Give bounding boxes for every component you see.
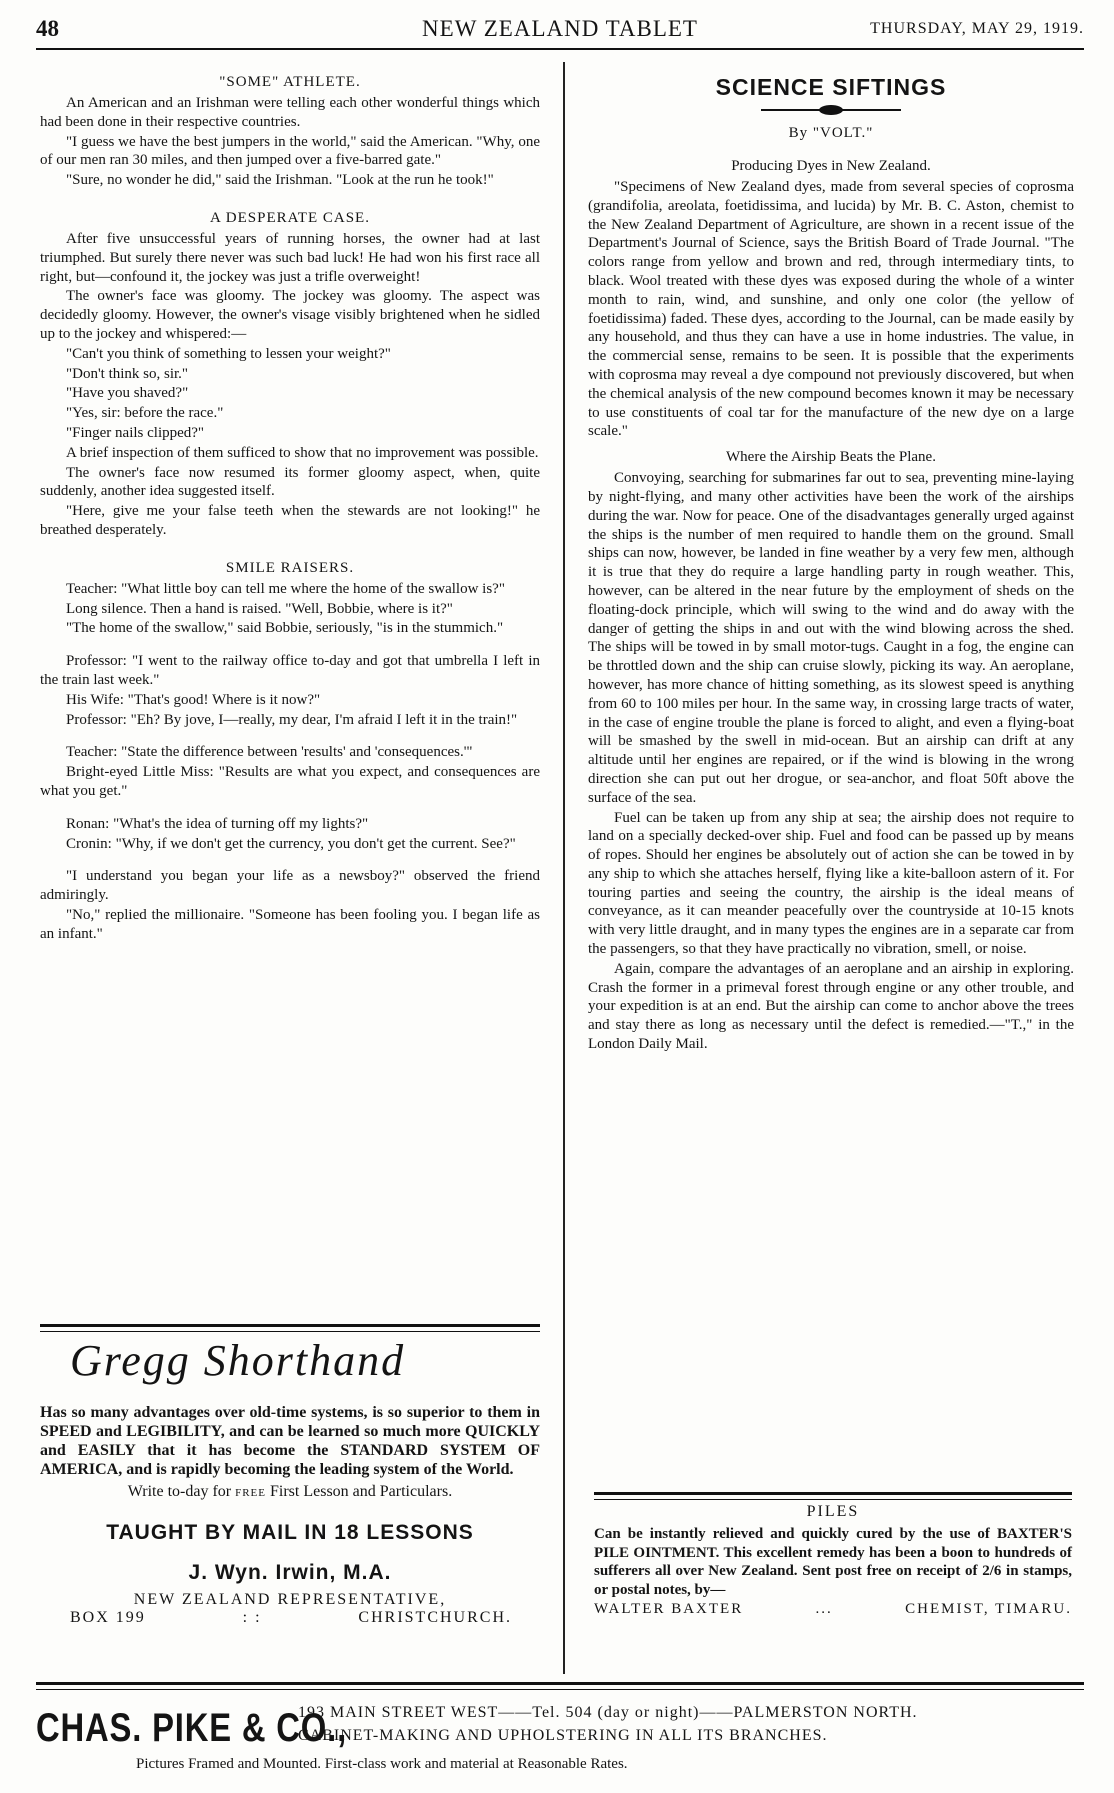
paragraph: "Have you shaved?" bbox=[66, 385, 189, 402]
issue-date: THURSDAY, MAY 29, 1919. bbox=[870, 20, 1084, 37]
ad-body: Can be instantly relieved and quickly cured by the use of BAXTER'S PILE OINTMENT. This excellent remedy has been a boon to hundreds of sufferers all over New Zealand. Sent post free on receipt of 2/6 in stamps, or postal notes, by— bbox=[594, 1526, 1072, 1598]
footer-address: 193 MAIN STREET WEST——Tel. 504 (day or night)——PALMERSTON NORTH. bbox=[298, 1704, 918, 1721]
article-smile-raisers bbox=[40, 560, 540, 944]
article-title: A DESPERATE CASE. bbox=[210, 209, 370, 226]
paragraph: After five unsuccessful years of running horses, the owner had at last triumphed. But surely there never was such bad luck! He had won his first race all right, but—confound it, the jockey was just a trifle overweight! bbox=[40, 230, 540, 285]
cta-pre: Write to-day for bbox=[127, 1483, 232, 1500]
paragraph: Long silence. Then a hand is raised. "Well, Bobbie, where is it?" bbox=[66, 600, 453, 617]
joke bbox=[40, 867, 540, 943]
gregg-logo: Gregg Shorthand bbox=[70, 1336, 406, 1385]
article-some-athlete bbox=[40, 74, 540, 190]
article-desperate-case bbox=[40, 210, 540, 540]
paragraph: "Don't think so, sir." bbox=[66, 365, 189, 382]
piles-ad bbox=[594, 1503, 1072, 1673]
ad-cta bbox=[40, 1483, 540, 1501]
ad-address bbox=[40, 1609, 540, 1627]
paragraph: Professor: "Eh? By jove, I—really, my dear, I'm afraid I left it in the train!" bbox=[66, 711, 518, 728]
signature-name: WALTER BAXTER bbox=[594, 1601, 744, 1617]
paragraph: "Specimens of New Zealand dyes, made from several species of coprosma (grandifolia, areolata, foetidissima, and lucida) by Mr. B. C. Aston, chemist to the New Zealand Department of Agriculture, are shown in a recent issue of the Department's Journal of Science, says the British Board of Trade Journal. "The colors range from yellow and brown and red, through intermediary tints, to black. Wool treated with these dyes was exposed during the whole of a winter month to rain, wind, and sunshine, and only one color (the yellow of foetidissima) faded. These dyes, according to the Journal, can be made easily by any household, and thus they can have a use in home industries. The value, in the commercial sense, remains to be seen. It is possible that the experiments with coprosma may reveal a dye compound not previously discovered, but when the chemical analysis of the new compound becomes known it may be necessary to use constituents of coal tar for the manufacture of the new dye on a large scale." bbox=[588, 179, 1074, 440]
joke bbox=[40, 815, 540, 854]
ad-border-top bbox=[594, 1492, 1072, 1500]
paragraph: Teacher: "What little boy can tell me where the home of the swallow is?" bbox=[66, 580, 505, 597]
footer-brand: CHAS. PIKE & CO., bbox=[36, 1706, 347, 1750]
paragraph: Convoying, searching for submarines far out to sea, preventing mine-laying by night-flying, and many other activities have been the work of the airships during the war. Now for peace. One of the disadvantages generally urged against the ships is the number of men required to handle them on the ground. Small ships can now, however, be landed in fine weather by a very few men, although it is true that they do require a large handling party in rough weather. This, however, can be altered in the near future by the employment of sheds on the floating-dock principle, which will swing to the wind and do away with the danger of getting the ships in and out with the wind blowing across the shed. The ships will be towed in by small motor-tugs. Caught in a fog, the engine can be throttled down and the ship can cruise slowly, picking its way. An aeroplane, however, has more chance of hitting something, as its slowest speed is anything from 60 to 100 miles per hour. In the same way, in crossing large tracts of water, in the case of engine trouble the plane is forced to alight, and even a flying-boat will be smashed by the swell in mid-ocean. But an airship can drift at any altitude until her engines are repaired, or if the wind is blowing in the wrong direction she can put out her drogue, or sea-anchor, and float 50ft above the surface of the sea. bbox=[588, 470, 1074, 806]
article-title: "SOME" ATHLETE. bbox=[219, 74, 361, 90]
ad-border-top bbox=[40, 1324, 540, 1332]
footer-tagline: Pictures Framed and Mounted. First-class work and material at Reasonable Rates. bbox=[136, 1756, 628, 1772]
ad-box-sep: : : bbox=[242, 1609, 262, 1626]
article-dyes bbox=[588, 158, 1074, 441]
cta-free: FREE bbox=[235, 1487, 266, 1499]
paragraph: Again, compare the advantages of an aeroplane and an airship in exploring. Crash the former in a primeval forest through engine or any other trouble, and your expedition is at an end. But the airship can come to anchor above the trees and stay there as long as necessary until the defect is remedied.—"T.," in the London Daily Mail. bbox=[588, 960, 1074, 1053]
paragraph: "I understand you began your life as a newsboy?" observed the friend admiringly. bbox=[40, 868, 540, 904]
footer-border-top bbox=[36, 1682, 1084, 1690]
paragraph: "Sure, no wonder he did," said the Irishman. "Look at the run he took!" bbox=[66, 172, 494, 189]
paragraph: His Wife: "That's good! Where is it now?" bbox=[66, 691, 321, 708]
gregg-shorthand-ad bbox=[40, 1335, 540, 1675]
paragraph: Teacher: "State the difference between 'results' and 'consequences.'" bbox=[66, 744, 473, 761]
paragraph: Professor: "I went to the railway office to-day and got that umbrella I left in the train last week." bbox=[40, 653, 540, 688]
article-title: Producing Dyes in New Zealand. bbox=[731, 158, 931, 174]
ad-body: Has so many advantages over old-time systems, is so superior to them in SPEED and LEGIBILITY, and can be learned so much more QUICKLY and EASILY that it has become the STANDARD SYSTEM OF AMERICA, and is rapidly becoming the leading system of the World. bbox=[40, 1404, 540, 1478]
ad-name: J. Wyn. Irwin, M.A. bbox=[188, 1561, 392, 1584]
paragraph: The owner's face was gloomy. The jockey was gloomy. The aspect was decidedly gloomy. However, the owner's visage visibly brightened when he sidled up to the jockey and whispered:— bbox=[40, 288, 540, 342]
ad-title: PILES bbox=[806, 1503, 860, 1520]
byline: By "VOLT." bbox=[788, 125, 874, 141]
paragraph: Bright-eyed Little Miss: "Results are what you expect, and consequences are what you get." bbox=[40, 764, 540, 799]
footer-ad bbox=[36, 1694, 1084, 1784]
section-title: SCIENCE SIFTINGS bbox=[715, 74, 947, 100]
ad-signature bbox=[594, 1601, 1072, 1618]
paragraph: "Finger nails clipped?" bbox=[66, 424, 205, 441]
signature-sep: ... bbox=[815, 1601, 833, 1617]
cta-post: First Lesson and Particulars. bbox=[270, 1483, 453, 1500]
section-ornament bbox=[761, 109, 901, 111]
article-title: Where the Airship Beats the Plane. bbox=[726, 449, 936, 466]
article-title: SMILE RAISERS. bbox=[225, 559, 355, 576]
ad-city: CHRISTCHURCH. bbox=[358, 1609, 512, 1626]
paragraph: "No," replied the millionaire. "Someone has been fooling you. I began life as an infant." bbox=[40, 906, 540, 942]
ad-box: BOX 199 bbox=[70, 1609, 146, 1626]
column-divider bbox=[563, 62, 565, 1674]
paragraph: Fuel can be taken up from any ship at sea; the airship does not require to land on a specially decked-over ship. Fuel and food can be passed up by means of ropes. Should her engines be absolutely out of action she can be towed in by any ship to which she attaches herself, flying like a kite-balloon astern of it. For touring parties and seeing the country, the airship is the ideal means of conveyance, as it can meander peacefully over the countryside at 10-15 knots with very little draught, and in many types the engines are in a separate car from the passengers, so that they have practically no vibration, smell, or noise. bbox=[588, 809, 1074, 958]
paragraph: "The home of the swallow," said Bobbie, seriously, "is in the stummich." bbox=[66, 620, 504, 637]
joke bbox=[40, 652, 540, 729]
masthead: NEW ZEALAND TABLET bbox=[422, 16, 698, 41]
ad-taught: TAUGHT BY MAIL IN 18 LESSONS bbox=[106, 1521, 474, 1544]
joke bbox=[40, 743, 540, 800]
right-column bbox=[588, 74, 1074, 1494]
joke bbox=[40, 580, 540, 638]
paragraph: The owner's face now resumed its former gloomy aspect, when, quite suddenly, another idea suggested itself. bbox=[40, 464, 540, 500]
paragraph: "I guess we have the best jumpers in the world," said the American. "Why, one of our men ran 30 miles, and then jumped over a five-barred gate." bbox=[40, 133, 540, 169]
page-header bbox=[36, 14, 1084, 50]
paragraph: "Here, give me your false teeth when the stewards are not looking!" he breathed desperately. bbox=[40, 503, 540, 538]
paragraph: A brief inspection of them sufficed to show that no improvement was possible. bbox=[66, 444, 539, 461]
signature-place: CHEMIST, TIMARU. bbox=[905, 1601, 1072, 1617]
paragraph: "Yes, sir: before the race." bbox=[66, 405, 224, 422]
page-number: 48 bbox=[36, 16, 59, 41]
ad-representative: NEW ZEALAND REPRESENTATIVE, bbox=[133, 1591, 447, 1608]
paragraph: Cronin: "Why, if we don't get the currency, you don't get the current. See?" bbox=[66, 835, 516, 852]
paragraph: Ronan: "What's the idea of turning off my lights?" bbox=[66, 815, 369, 832]
footer-services: CABINET-MAKING AND UPHOLSTERING IN ALL ITS BRANCHES. bbox=[298, 1727, 828, 1744]
paragraph: "Can't you think of something to lessen your weight?" bbox=[66, 345, 391, 362]
left-column bbox=[40, 74, 540, 1319]
article-airship bbox=[588, 449, 1074, 1054]
paragraph: An American and an Irishman were telling each other wonderful things which had been done in their respective countries. bbox=[40, 95, 540, 130]
